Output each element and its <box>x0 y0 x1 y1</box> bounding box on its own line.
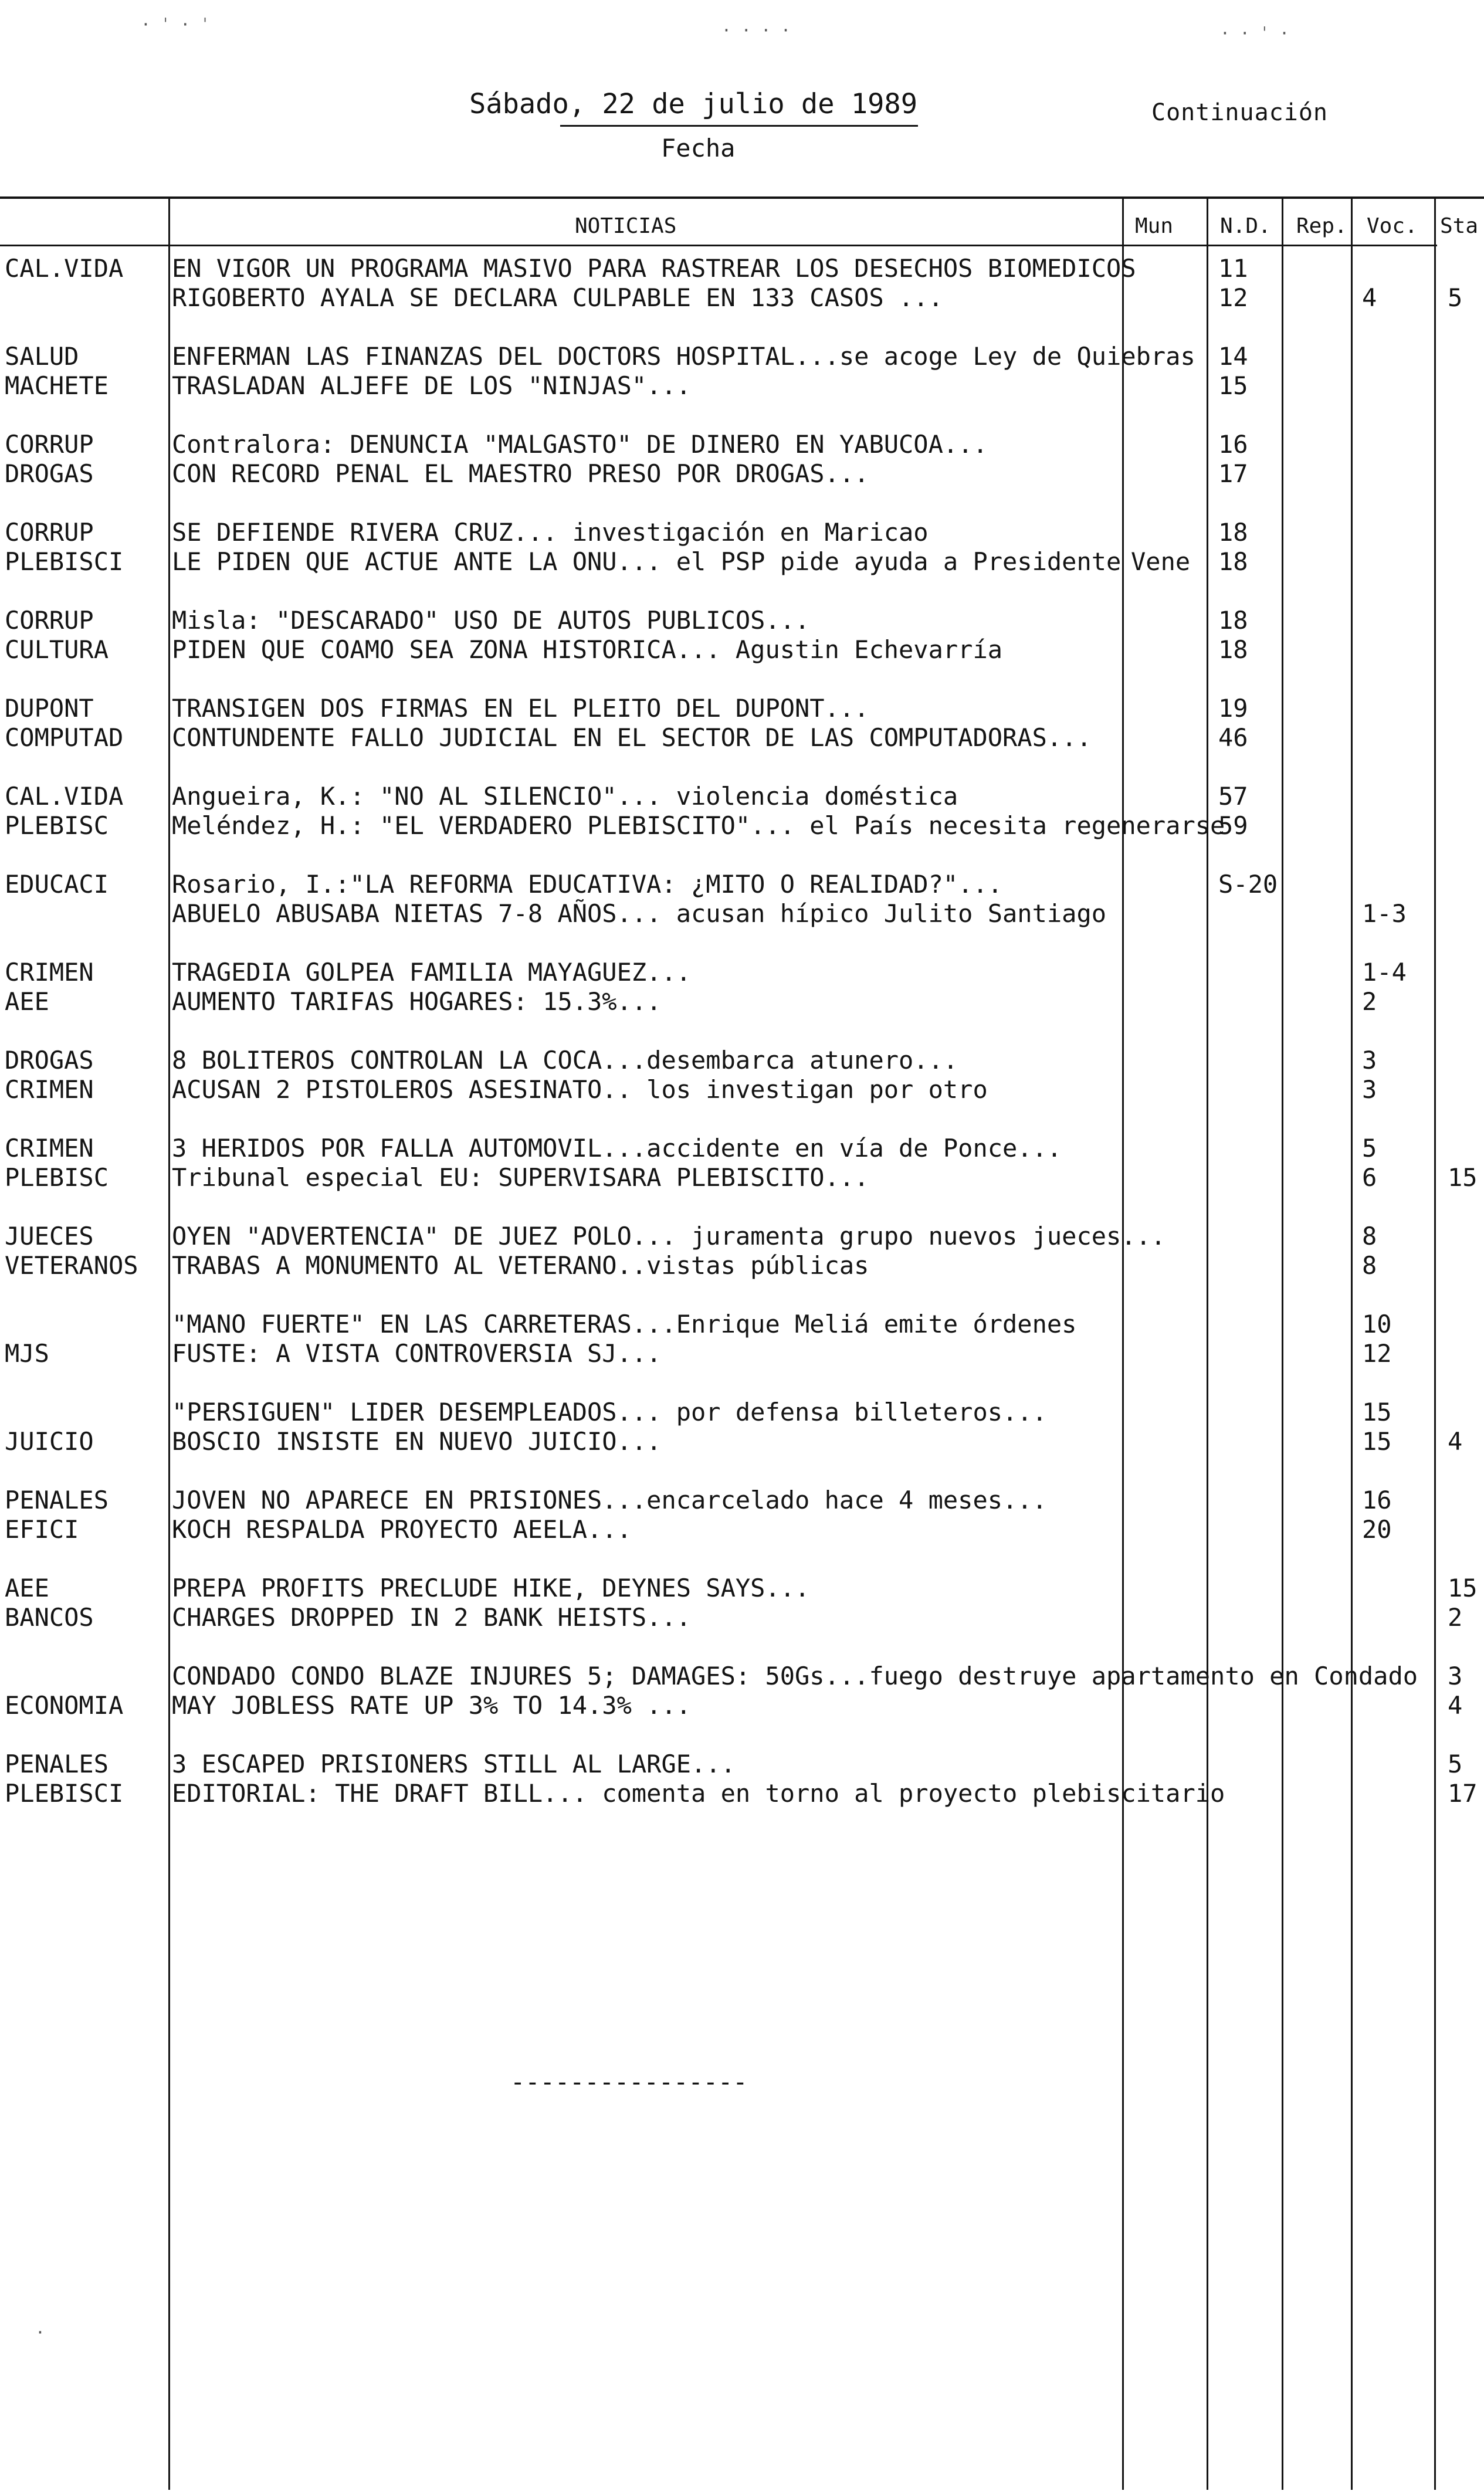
cell-voc: 4 <box>1362 283 1377 312</box>
cell-news: AUMENTO TARIFAS HOGARES: 15.3%... <box>172 987 662 1016</box>
table-row <box>0 1427 1484 1456</box>
cell-nd: 57 <box>1218 782 1248 811</box>
cell-news: Meléndez, H.: "EL VERDADERO PLEBISCITO"... el País necesita regenerarse <box>172 811 1225 840</box>
cell-news: Misla: "DESCARADO" USO DE AUTOS PUBLICOS... <box>172 606 810 635</box>
cell-voc: 8 <box>1362 1251 1377 1280</box>
table-row <box>0 1222 1484 1251</box>
scan-speck: · · · · <box>721 21 791 40</box>
cell-topic: SALUD <box>5 342 79 371</box>
cell-nd: 18 <box>1218 635 1248 664</box>
cell-news: EN VIGOR UN PROGRAMA MASIVO PARA RASTREAR LOS DESECHOS BIOMEDICOS <box>172 254 1136 283</box>
scan-speck: · · ˈ · <box>1220 23 1290 43</box>
cell-topic: COMPUTAD <box>5 723 124 752</box>
cell-nd: 18 <box>1218 518 1248 547</box>
column-header-mun: Mun <box>1135 214 1174 238</box>
cell-topic: VETERANOS <box>5 1251 138 1280</box>
table-row <box>0 1251 1484 1280</box>
cell-nd: 11 <box>1218 254 1248 283</box>
cell-nd: 19 <box>1218 694 1248 723</box>
cell-news: OYEN "ADVERTENCIA" DE JUEZ POLO... juramenta grupo nuevos jueces... <box>172 1222 1166 1250</box>
cell-nd: 18 <box>1218 547 1248 576</box>
cell-topic: PENALES <box>5 1750 109 1778</box>
cell-news: CHARGES DROPPED IN 2 BANK HEISTS... <box>172 1603 692 1632</box>
cell-voc: 16 <box>1362 1486 1392 1514</box>
table-row <box>0 1691 1484 1720</box>
cell-news: BOSCIO INSISTE EN NUEVO JUICIO... <box>172 1427 662 1456</box>
table-row <box>0 518 1484 547</box>
cell-news: ABUELO ABUSABA NIETAS 7-8 AÑOS... acusan hípico Julito Santiago <box>172 899 1107 928</box>
header-date: Sábado, 22 de julio de 1989 <box>469 88 918 120</box>
cell-news: 8 BOLITEROS CONTROLAN LA COCA...desembarca atunero... <box>172 1046 958 1075</box>
cell-news: Contralora: DENUNCIA "MALGASTO" DE DINERO EN YABUCOA... <box>172 430 988 459</box>
table-row <box>0 1515 1484 1544</box>
cell-news: TRABAS A MONUMENTO AL VETERANO..vistas públicas <box>172 1251 869 1280</box>
cell-voc: 20 <box>1362 1515 1392 1544</box>
cell-voc: 1-3 <box>1362 899 1407 928</box>
column-header-voc: Voc. <box>1367 214 1418 238</box>
table-row <box>0 899 1484 928</box>
cell-news: RIGOBERTO AYALA SE DECLARA CULPABLE EN 133 CASOS ... <box>172 283 943 312</box>
cell-topic: CRIMEN <box>5 1075 94 1104</box>
cell-news: "MANO FUERTE" EN LAS CARRETERAS...Enrique Meliá emite órdenes <box>172 1310 1077 1338</box>
cell-topic: PLEBISC <box>5 811 109 840</box>
cell-nd: 17 <box>1218 459 1248 488</box>
cell-news: PREPA PROFITS PRECLUDE HIKE, DEYNES SAYS... <box>172 1574 810 1602</box>
table-row <box>0 782 1484 811</box>
table-row <box>0 1574 1484 1603</box>
table-row <box>0 811 1484 840</box>
cell-topic: CRIMEN <box>5 1134 94 1163</box>
table-row <box>0 1339 1484 1368</box>
cell-news: TRANSIGEN DOS FIRMAS EN EL PLEITO DEL DUPONT... <box>172 694 869 723</box>
scan-speck: · <box>35 2323 45 2342</box>
cell-sta: 4 <box>1448 1427 1463 1456</box>
cell-news: JOVEN NO APARECE EN PRISIONES...encarcelado hace 4 meses... <box>172 1486 1047 1514</box>
table-row <box>0 1603 1484 1632</box>
cell-news: Rosario, I.:"LA REFORMA EDUCATIVA: ¿MITO O REALIDAD?"... <box>172 870 1003 899</box>
cell-voc: 8 <box>1362 1222 1377 1250</box>
cell-nd: 46 <box>1218 723 1248 752</box>
cell-topic: EFICI <box>5 1515 79 1544</box>
cell-voc: 15 <box>1362 1427 1392 1456</box>
cell-voc: 2 <box>1362 987 1377 1016</box>
cell-mun: Vene <box>1131 547 1191 576</box>
cell-topic: AEE <box>5 1574 49 1602</box>
date-underline <box>560 125 918 127</box>
cell-news: 3 ESCAPED PRISIONERS STILL AL LARGE... <box>172 1750 736 1778</box>
table-row <box>0 371 1484 401</box>
scan-speck: · ˈ · ˈ <box>141 15 211 34</box>
cell-voc: 5 <box>1362 1134 1377 1163</box>
cell-news: LE PIDEN QUE ACTUE ANTE LA ONU... el PSP pide ayuda a Presidente <box>172 547 1122 576</box>
cell-topic: BANCOS <box>5 1603 94 1632</box>
cell-sta: 5 <box>1448 1750 1463 1778</box>
cell-topic: EDUCACI <box>5 870 109 899</box>
table-row <box>0 1163 1484 1192</box>
table-row <box>0 342 1484 371</box>
cell-topic: MJS <box>5 1339 49 1368</box>
cell-topic: AEE <box>5 987 49 1016</box>
cell-news: Tribunal especial EU: SUPERVISARA PLEBISCITO... <box>172 1163 869 1192</box>
table-row <box>0 1486 1484 1515</box>
cell-voc: 1-4 <box>1362 958 1407 987</box>
cell-news: CONDADO CONDO BLAZE INJURES 5; DAMAGES: 50Gs...fuego destruye apartamento en Condado <box>172 1662 1418 1690</box>
cell-voc: 6 <box>1362 1163 1377 1192</box>
cell-topic: CORRUP <box>5 518 94 547</box>
cell-topic: CORRUP <box>5 606 94 635</box>
table-row <box>0 606 1484 635</box>
cell-news: CONTUNDENTE FALLO JUDICIAL EN EL SECTOR DE LAS COMPUTADORAS... <box>172 723 1092 752</box>
cell-topic: CRIMEN <box>5 958 94 987</box>
cell-topic: CAL.VIDA <box>5 782 124 811</box>
cell-topic: PLEBISCI <box>5 547 124 576</box>
cell-topic: PLEBISC <box>5 1163 109 1192</box>
cell-voc: 10 <box>1362 1310 1392 1338</box>
cell-voc: 15 <box>1362 1398 1392 1426</box>
table-row <box>0 1134 1484 1163</box>
table-row <box>0 1075 1484 1104</box>
cell-sta: 5 <box>1448 283 1463 312</box>
cell-topic: DROGAS <box>5 1046 94 1075</box>
table-row <box>0 1398 1484 1427</box>
table-row <box>0 1750 1484 1779</box>
cell-news: CON RECORD PENAL EL MAESTRO PRESO POR DROGAS... <box>172 459 869 488</box>
cell-news: EDITORIAL: THE DRAFT BILL... comenta en torno al proyecto plebiscitario <box>172 1779 1225 1808</box>
table-row <box>0 723 1484 753</box>
cell-sta: 17 <box>1448 1779 1478 1808</box>
cell-nd: 18 <box>1218 606 1248 635</box>
table-row <box>0 1662 1484 1691</box>
cell-nd: 16 <box>1218 430 1248 459</box>
cell-news: PIDEN QUE COAMO SEA ZONA HISTORICA... Agustin Echevarría <box>172 635 1003 664</box>
table-row <box>0 254 1484 283</box>
cell-news: 3 HERIDOS POR FALLA AUTOMOVIL...accidente en vía de Ponce... <box>172 1134 1062 1163</box>
cell-news: TRASLADAN ALJEFE DE LOS "NINJAS"... <box>172 371 692 400</box>
column-header-sta: Sta <box>1440 214 1479 238</box>
column-header-rep: Rep. <box>1296 214 1347 238</box>
cell-topic: DROGAS <box>5 459 94 488</box>
cell-voc: 12 <box>1362 1339 1392 1368</box>
table-row <box>0 430 1484 459</box>
table-row <box>0 987 1484 1016</box>
cell-news: ACUSAN 2 PISTOLEROS ASESINATO.. los investigan por otro <box>172 1075 988 1104</box>
cell-news: FUSTE: A VISTA CONTROVERSIA SJ... <box>172 1339 662 1368</box>
table-row <box>0 958 1484 987</box>
footer-separator: ---------------- <box>510 2068 748 2096</box>
date-label: Fecha <box>661 134 736 162</box>
cell-nd: 12 <box>1218 283 1248 312</box>
cell-news: ENFERMAN LAS FINANZAS DEL DOCTORS HOSPITAL...se acoge Ley de Quiebras <box>172 342 1195 371</box>
table-row <box>0 694 1484 723</box>
table-row <box>0 283 1484 313</box>
continuation-label: Continuación <box>1151 99 1328 126</box>
table-row <box>0 547 1484 577</box>
cell-topic: ECONOMIA <box>5 1691 124 1720</box>
cell-news: "PERSIGUEN" LIDER DESEMPLEADOS... por defensa billeteros... <box>172 1398 1047 1426</box>
table-row <box>0 1046 1484 1075</box>
cell-news: Angueira, K.: "NO AL SILENCIO"... violencia doméstica <box>172 782 958 811</box>
cell-topic: PENALES <box>5 1486 109 1514</box>
cell-news: TRAGEDIA GOLPEA FAMILIA MAYAGUEZ... <box>172 958 692 987</box>
cell-topic: CULTURA <box>5 635 109 664</box>
cell-sta: 4 <box>1448 1691 1463 1720</box>
cell-topic: PLEBISCI <box>5 1779 124 1808</box>
cell-nd: S-20 <box>1218 870 1278 899</box>
table-row <box>0 459 1484 489</box>
column-header-news: NOTICIAS <box>575 214 677 238</box>
cell-sta: 15 <box>1448 1574 1478 1602</box>
cell-news: MAY JOBLESS RATE UP 3% TO 14.3% ... <box>172 1691 692 1720</box>
cell-sta: 15 <box>1448 1163 1478 1192</box>
header-rule <box>0 245 1437 246</box>
cell-news: SE DEFIENDE RIVERA CRUZ... investigación en Maricao <box>172 518 929 547</box>
cell-topic: CAL.VIDA <box>5 254 124 283</box>
cell-sta: 2 <box>1448 1603 1463 1632</box>
table-row <box>0 635 1484 665</box>
table-row <box>0 1779 1484 1808</box>
cell-news: KOCH RESPALDA PROYECTO AEELA... <box>172 1515 632 1544</box>
cell-nd: 59 <box>1218 811 1248 840</box>
cell-nd: 14 <box>1218 342 1248 371</box>
column-header-nd: N.D. <box>1220 214 1271 238</box>
top-rule <box>0 196 1484 199</box>
cell-topic: JUICIO <box>5 1427 94 1456</box>
cell-topic: MACHETE <box>5 371 109 400</box>
cell-sta: 3 <box>1448 1662 1463 1690</box>
table-row <box>0 870 1484 899</box>
cell-topic: DUPONT <box>5 694 94 723</box>
cell-topic: CORRUP <box>5 430 94 459</box>
cell-nd: 15 <box>1218 371 1248 400</box>
cell-voc: 3 <box>1362 1075 1377 1104</box>
cell-topic: JUECES <box>5 1222 94 1250</box>
table-row <box>0 1310 1484 1339</box>
cell-voc: 3 <box>1362 1046 1377 1075</box>
